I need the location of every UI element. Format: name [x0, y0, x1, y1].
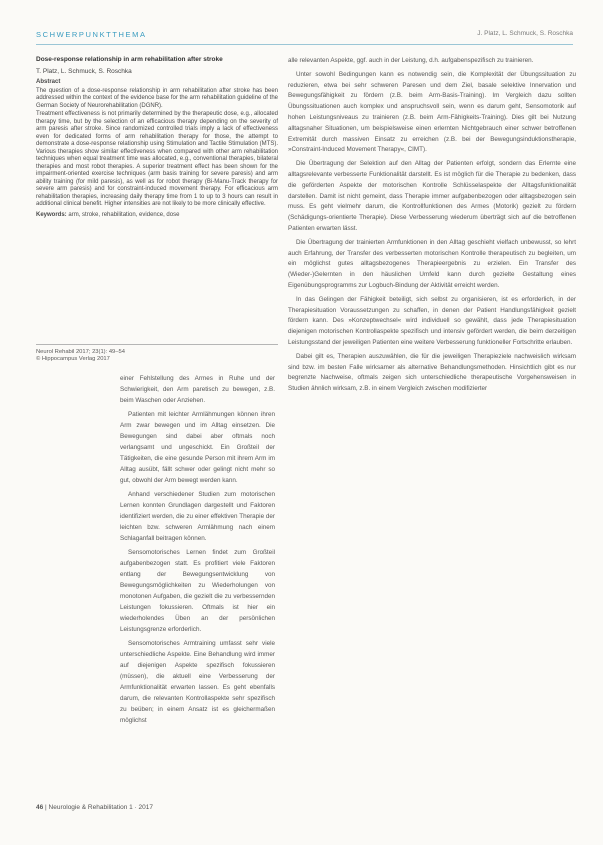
body-paragraph: einer Fehlstellung des Armes in Ruhe und der Schwierigkeit, den Arm paretisch zu bewegen, z.B. beim Waschen oder Anziehen. — [120, 375, 275, 404]
keywords-text: arm, stroke, rehabilitation, evidence, dose — [68, 211, 180, 218]
body-paragraph: Die Übertragung der trainierten Armfunktionen in den Alltag geschieht vielfach unbewusst, so lehrt auch Erfahrung, der Transfer des verbesserten motorischen Kontrolle therapeutisch zu begleiten, um ein möglichst gutes alltagsbezogenes Therapieergebnis zu erzielen. Ein Transfer des (Wieder-)Gelernten in den häuslichen Umfeld kann durch gezielte Gestaltung eines Eigenübungsprogramms zur Logbuch-Bindung der Aktivität erreicht werden. — [288, 238, 576, 289]
body-paragraph: Unter sowohl Bedingungen kann es notwendig sein, die Komplexität der Übungssituation zu reduzieren, etwa bei sehr schweren Paresen und dem Ziel, basale selektive Innervation und Bewegungsfähigkeit zu fördern (z.B. beim Arm-Basis-Training). Im Vergleich dazu sollten Übungssituationen auch komplex und anspruchsvoll sein, wenn es darum geht, Sensomotorik auf hohen Leistungsniveaus zu trainieren (z.B. beim Arm-Fähigkeits-Training). Dies gilt bei Nutzung alltagsnaher Situationen, um beispielsweise einen erlernten Nichtgebrauch einer schwer betroffenen Extremität durch massiven Einsatz zu erreichen (z.B. bei der Bewegungsinduktionstherapie, »Constraint-Induced Movement Therapy«, CIMT). — [288, 70, 576, 154]
body-paragraph: Sensomotorisches Armtraining umfasst sehr viele unterschiedliche Aspekte. Eine Behandlung wird immer auf diejenigen Aspekte spezifisch fokussieren (müssen), die aktuell eine Verbesserung der Armfunktionalität erwarten lassen. Es geht ebenfalls darum, die relevanten Kontrollaspekte sehr spezifisch zu beüben; in einem Ansatz ist es gleichermaßen möglichst — [120, 640, 275, 724]
body-paragraph: Dabei gilt es, Therapien auszuwählen, die für die jeweiligen Therapieziele nachweislich wirksam sind bzw. im besten Falle wirksamer als alternative Behandlungsmethoden. Hinsichtlich gibt es nur begrenzte Nachweise, oftmals zeigen sich unterschiedliche therapeutische Vorgehensweisen in Studien ähnlich wirksam, z.B. in einem Vergleich zwischen modifizierter — [288, 352, 576, 393]
citation-line: Neurol Rehabil 2017; 23(1): 49–54 — [36, 349, 125, 355]
keywords — [36, 212, 278, 220]
citation-block — [36, 344, 278, 363]
header-authors: J. Platz, L. Schmuck, S. Roschka — [477, 30, 573, 37]
page-footer — [36, 804, 153, 811]
body-column-right — [288, 56, 576, 398]
body-paragraph: alle relevanten Aspekte, ggf. auch in der Leistung, d.h. aufgabenspezifisch zu trainieren. — [288, 57, 534, 64]
section-label: SCHWERPUNKTTHEMA — [36, 30, 147, 39]
body-paragraph: Anhand verschiedener Studien zum motorischen Lernen konnten Grundlagen dargestellt und Faktoren identifiziert werden, die zu einer effektiven Therapie der leichten bzw. schweren Armlähmung nach einem Schlaganfall beitragen können. — [120, 491, 275, 542]
citation-line: © Hippocampus Verlag 2017 — [36, 356, 110, 362]
footer-separator: | — [45, 804, 49, 811]
english-abstract — [36, 56, 278, 356]
abstract-title: Dose-response relationship in arm rehabilitation after stroke — [36, 56, 223, 63]
body-paragraph: Die Übertragung der Selektion auf den Alltag der Patienten erfolgt, sondern das Erlernte eine alltagsrelevante verbesserte Funktionalität darstellt. Es ist möglich für die Therapie zu bedenken, dass die geförderten Aspekte der motorischen Kontrolle Schlüsselaspekte der Alltagsfunktionalität darstellen. Damit ist nicht gemeint, dass Therapie immer aufgabenbezogen oder alltagsbezogen sein muss. Es geht vielmehr darum, die Kontrollfunktionen des Armes (Motorik) gezielt zu fördern (Schädigungs-orientierte Therapie). Diese Verbesserung wiederum überträgt sich auf die betroffenen Patienten erwarten lässt. — [288, 160, 576, 232]
page-number: 46 — [36, 804, 44, 811]
body-column-left — [120, 373, 275, 729]
body-paragraph: In das Gelingen der Fähigkeit beteiligt, sich selbst zu organisieren, ist es erforderlich, in der Therapiesituation Voraussetzungen zu schaffen, in denen der Patient Handlungsfähigkeit gezielt fördern kann. Des »Konzeptwechsel« wird individuell so gewählt, dass jede Therapiesituation diejenigen motorischen Kontrollaspekte spezifisch und intensiv gefördert werden, die beim derzeitigen Leistungsstand der jeweiligen Patienten eine weitere Verbesserung funktioneller Fortschritte erlauben. — [288, 295, 576, 346]
body-paragraph: Sensomotorisches Lernen findet zum Großteil aufgabenbezogen statt. Es profitiert viele Faktoren entlang der Bewegungsentwicklung von Bewegungsmöglichkeiten zu Wiederholungen von monotonen Aufgaben, die gezielt die zu verbessernden Leistungen fokussieren. Oftmals ist hier ein wiederholendes Üben an der persönlichen Leistungsgrenze erforderlich. — [120, 549, 275, 633]
body-paragraph: Patienten mit leichter Armlähmungen können ihren Arm zwar bewegen und im Alltag einsetzen. Die Bewegungen sind dabei aber oftmals noch verlangsamt und ungeschickt. Ein Großteil der Tätigkeiten, die eine gesunde Person mit ihrem Arm im Alltag ausübt, fällt schwer oder gelingt nicht mehr so gut, obwohl der Arm bewegt werden kann. — [120, 411, 275, 484]
abstract-label: Abstract — [36, 79, 61, 85]
running-header — [36, 30, 573, 45]
abstract-paragraph: Treatment effectiveness is not primarily determined by the therapeutic dose, e.g., allocated therapy time, but by the selection of an efficacious therapy depending on the severity of arm paresis after stroke. Since randomized controlled trials imply a lack of effectiveness even for dedicated forms of arm rehabilitation therapy for those, the attempt to demonstrate a dose-response relationship using Stimulation and Tactile Stimulation (MTS). Various therapies show similar effectiveness when compared with other arm rehabilitation techniques when equal treatment time was allocated, e.g., conventional therapies, bilateral therapies and most robot therapies. A superior treatment effect has been shown for the impairment-oriented exercise techniques (arm basis training for severe paresis) and arm ability training (for mild paresis), as well as for robot therapy (Bi-Manu-Track therapy for severe arm paresis) and for constraint-induced movement therapy. For efficacious arm rehabilitation therapies, increasing daily therapy time from 1 to up to 3 hours can result in additional clinical benefit. Higher intensities are not likely to be more clinically effective. — [36, 111, 278, 207]
abstract-authors: T. Platz, L. Schmuck, S. Roschka — [36, 67, 132, 75]
journal-name: Neurologie & Rehabilitation 1 · 2017 — [48, 804, 153, 811]
abstract-paragraph: The question of a dose-response relationship in arm rehabilitation after stroke has been addressed within the context of the evidence base for the arm rehabilitation guideline of the German Society of Neurorehabilitation (DGNR). — [36, 87, 278, 109]
keywords-label: Keywords: — [36, 211, 67, 218]
